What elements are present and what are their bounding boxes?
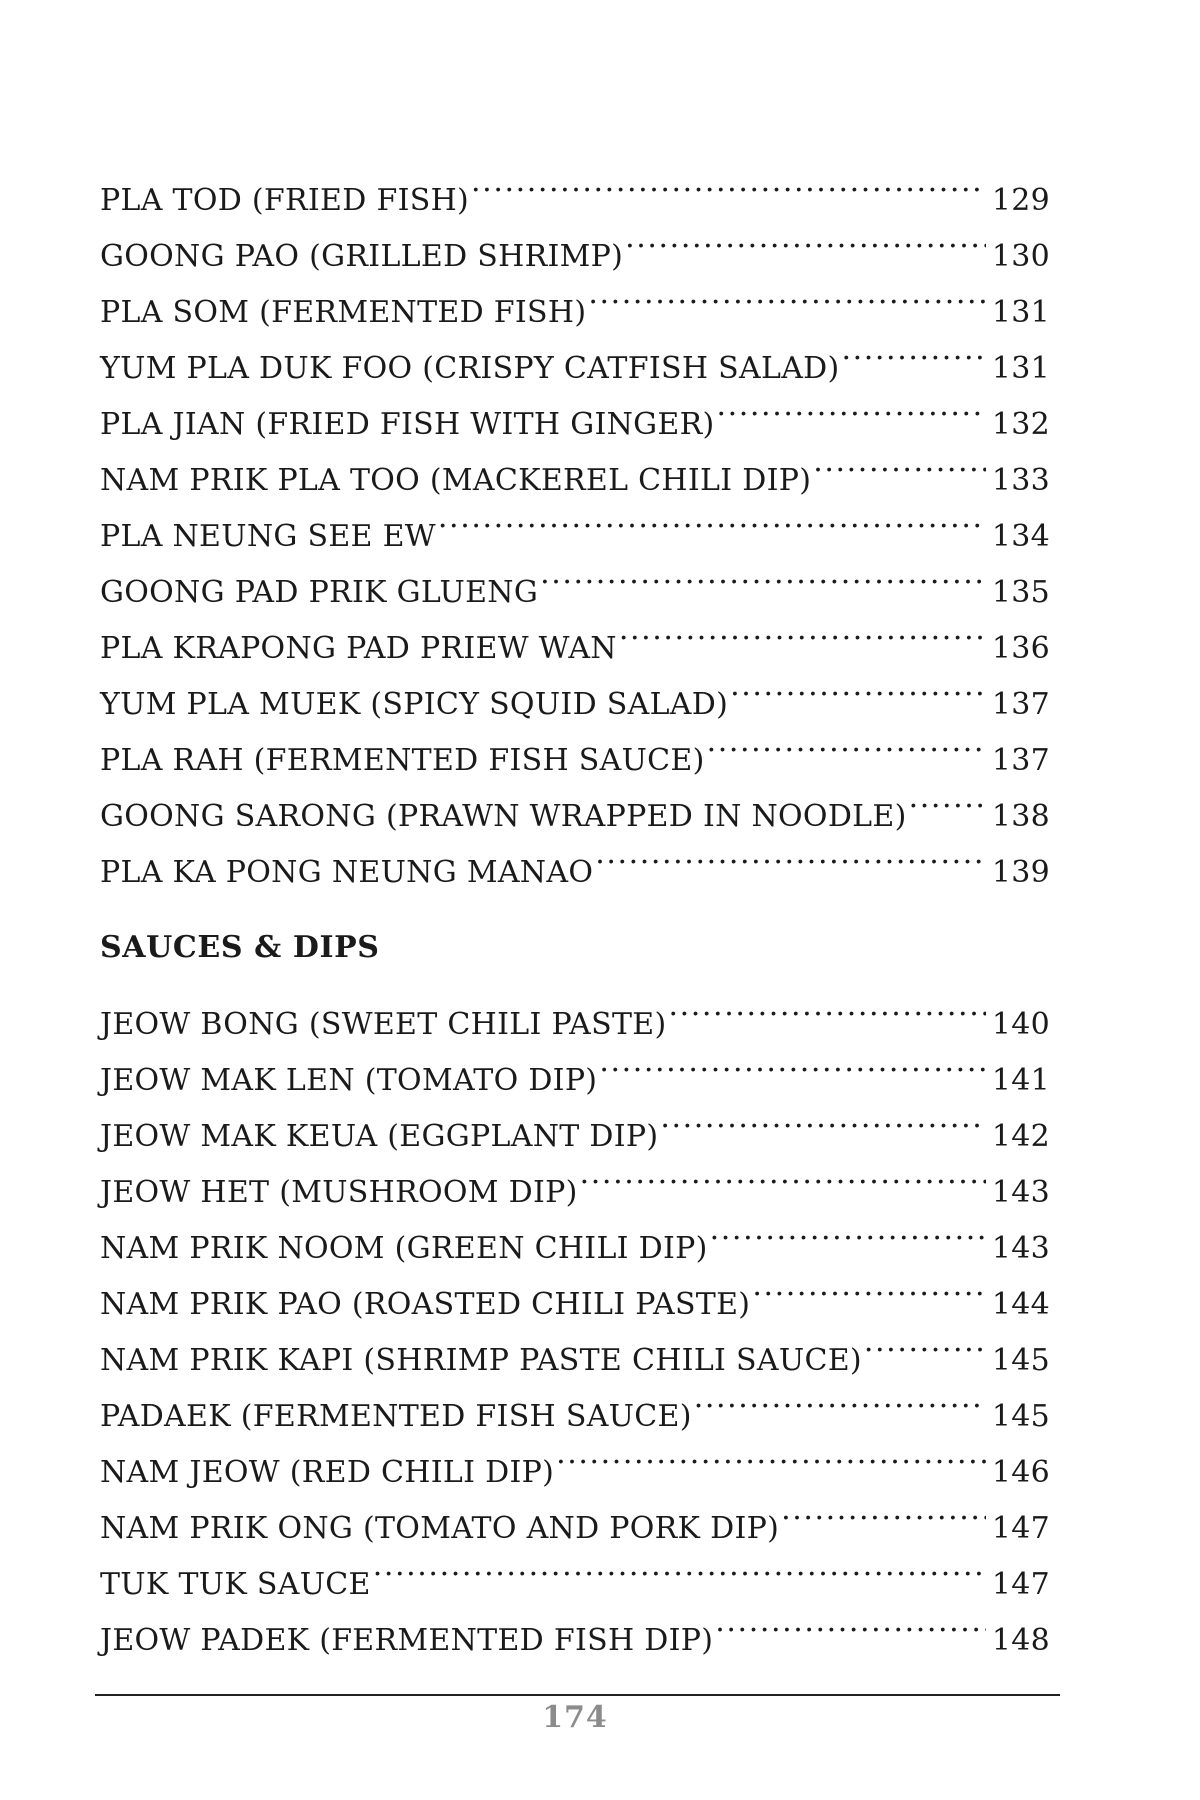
toc-entry-title: JEOW PADEK (FERMENTED FISH DIP) <box>100 1623 714 1658</box>
dot-leader <box>471 154 986 210</box>
toc-entry-title: PLA KA PONG NEUNG MANAO <box>100 855 594 890</box>
dot-leader <box>694 1370 986 1426</box>
toc-entry-title: YUM PLA MUEK (SPICY SQUID SALAD) <box>100 687 729 722</box>
toc-entry-title: NAM PRIK PLA TOO (MACKEREL CHILI DIP) <box>100 463 812 498</box>
dot-leader <box>669 978 986 1034</box>
dot-leader <box>660 1090 985 1146</box>
toc-entry-page: 137 <box>991 743 1050 778</box>
section-heading-sauces: SAUCES & DIPS <box>100 930 380 965</box>
toc-entry-title: TUK TUK SAUCE <box>100 1567 371 1602</box>
dot-leader <box>864 1314 986 1370</box>
toc-entry-title: PLA RAH (FERMENTED FISH SAUCE) <box>100 743 705 778</box>
toc-entry-page: 147 <box>991 1567 1050 1602</box>
dot-leader <box>540 546 986 602</box>
toc-entry-page: 131 <box>991 351 1050 386</box>
toc-entry-title: NAM PRIK NOOM (GREEN CHILI DIP) <box>100 1231 708 1266</box>
toc-entry-page: 129 <box>991 183 1050 218</box>
dot-leader <box>619 602 986 658</box>
dot-leader <box>625 210 986 266</box>
dot-leader <box>599 1034 986 1090</box>
dot-leader <box>781 1482 986 1538</box>
dot-leader <box>717 378 986 434</box>
toc-entry-page: 135 <box>991 575 1050 610</box>
toc-entry-title: GOONG PAO (GRILLED SHRIMP) <box>100 239 624 274</box>
toc-entry-page: 131 <box>991 295 1050 330</box>
dot-leader <box>909 770 986 826</box>
toc-entry-page: 139 <box>991 855 1050 890</box>
toc-entry[interactable] <box>100 978 1050 1042</box>
toc-entry-title: YUM PLA DUK FOO (CRISPY CATFISH SALAD) <box>100 351 840 386</box>
dot-leader <box>595 826 986 882</box>
dot-leader <box>710 1202 986 1258</box>
toc-entry-title: PADAEK (FERMENTED FISH SAUCE) <box>100 1399 692 1434</box>
toc-entry-page: 146 <box>991 1455 1050 1490</box>
toc-entry-page: 142 <box>991 1119 1050 1154</box>
toc-entry-page: 137 <box>991 687 1050 722</box>
toc-entry-title: PLA TOD (FRIED FISH) <box>100 183 470 218</box>
dot-leader <box>588 266 985 322</box>
toc-entry-page: 133 <box>991 463 1050 498</box>
toc-sauces-section <box>100 978 1050 1658</box>
toc-entry-page: 145 <box>991 1343 1050 1378</box>
toc-entry-title: JEOW MAK LEN (TOMATO DIP) <box>100 1063 598 1098</box>
toc-entry-title: PLA KRAPONG PAD PRIEW WAN <box>100 631 617 666</box>
toc-entry-title: GOONG PAD PRIK GLUENG <box>100 575 539 610</box>
dot-leader <box>707 714 986 770</box>
toc-entry-page: 132 <box>991 407 1050 442</box>
toc-entry-title: NAM PRIK PAO (ROASTED CHILI PASTE) <box>100 1287 751 1322</box>
toc-entry-page: 141 <box>991 1063 1050 1098</box>
toc-entry-title: NAM PRIK ONG (TOMATO AND PORK DIP) <box>100 1511 780 1546</box>
dot-leader <box>813 434 986 490</box>
footer-rule <box>95 1694 1060 1696</box>
toc-entry-title: JEOW HET (MUSHROOM DIP) <box>100 1175 578 1210</box>
dot-leader <box>556 1426 986 1482</box>
toc-entry-page: 144 <box>991 1287 1050 1322</box>
toc-entry-title: PLA SOM (FERMENTED FISH) <box>100 295 587 330</box>
toc-entry-title: PLA JIAN (FRIED FISH WITH GINGER) <box>100 407 715 442</box>
toc-entry-title: GOONG SARONG (PRAWN WRAPPED IN NOODLE) <box>100 799 907 834</box>
toc-entry-page: 143 <box>991 1175 1050 1210</box>
dot-leader <box>730 658 986 714</box>
page-number: 174 <box>542 1700 608 1735</box>
toc-entry-page: 148 <box>991 1623 1050 1658</box>
toc-entry-page: 145 <box>991 1399 1050 1434</box>
toc-entry-page: 143 <box>991 1231 1050 1266</box>
toc-entry-title: JEOW BONG (SWEET CHILI PASTE) <box>100 1007 667 1042</box>
toc-entry-title: NAM JEOW (RED CHILI DIP) <box>100 1455 555 1490</box>
toc-entry-title: NAM PRIK KAPI (SHRIMP PASTE CHILI SAUCE) <box>100 1343 862 1378</box>
toc-entry-page: 147 <box>991 1511 1050 1546</box>
dot-leader <box>842 322 986 378</box>
dot-leader <box>438 490 986 546</box>
toc-entry[interactable] <box>100 154 1050 218</box>
toc-entry-title: JEOW MAK KEUA (EGGPLANT DIP) <box>100 1119 659 1154</box>
dot-leader <box>373 1538 986 1594</box>
toc-entry-page: 140 <box>991 1007 1050 1042</box>
toc-fish-section <box>100 154 1050 890</box>
toc-entry-title: PLA NEUNG SEE EW <box>100 519 436 554</box>
dot-leader <box>752 1258 986 1314</box>
toc-entry-page: 134 <box>991 519 1050 554</box>
toc-entry-page: 130 <box>991 239 1050 274</box>
dot-leader <box>715 1594 986 1650</box>
toc-entry-page: 136 <box>991 631 1050 666</box>
dot-leader <box>580 1146 986 1202</box>
toc-entry-page: 138 <box>991 799 1050 834</box>
